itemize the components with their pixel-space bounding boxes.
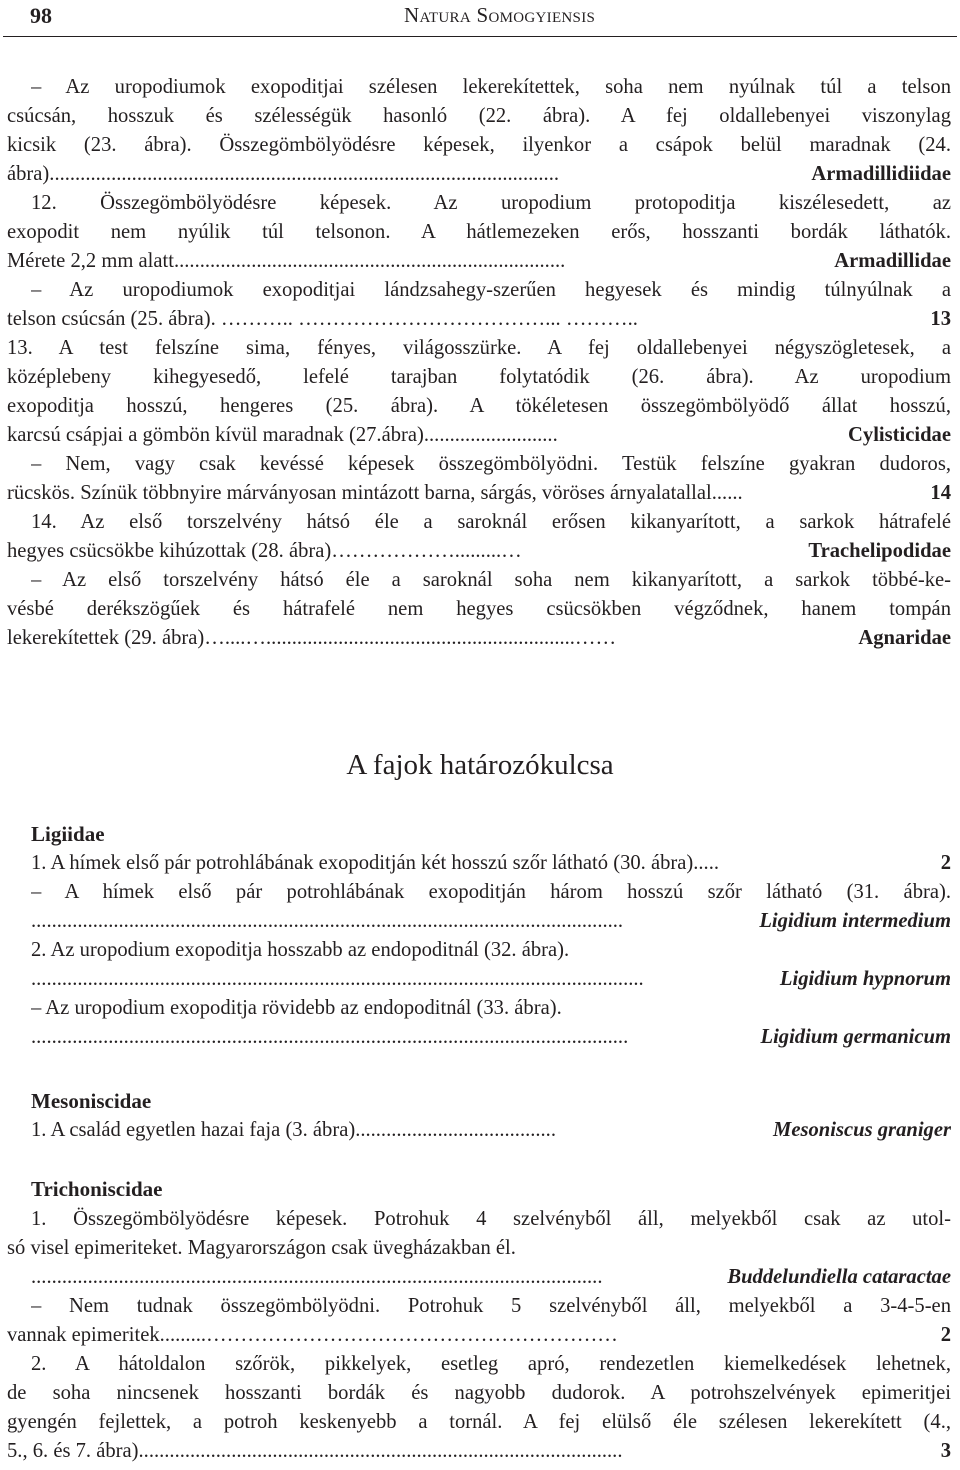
key-line: de soha nincsenek hosszanti bordák és nagyobb dudorok. A potrohszelvények epimeritjei — [7, 1382, 951, 1404]
family-heading-ligiidae: Ligiidae — [31, 822, 105, 846]
key-line: vésbé derékszögűek és hátrafelé nem hegyes csücsökben végződnek, hanem tompán — [7, 598, 951, 620]
key-line — [31, 1116, 951, 1145]
key-line — [31, 849, 951, 878]
taxon-name: Agnaridae — [858, 624, 951, 653]
key-line — [31, 1023, 951, 1052]
key-line — [7, 479, 951, 508]
dot-leader: ....................................................................................................................... — [31, 968, 644, 990]
page-number: 98 — [30, 3, 52, 28]
taxon-name: Armadillidiidae — [811, 160, 951, 189]
lead-number: 3 — [941, 1437, 951, 1466]
key-line: 12. Összegömbölyödésre képesek. Az uropodium protopoditja kiszélesedett, az — [31, 192, 951, 214]
lead-number: 2 — [941, 849, 951, 878]
dot-leader: 1. A család egyetlen hazai faja (3. ábra)....................................... — [31, 1119, 556, 1141]
key-line — [31, 907, 951, 936]
key-line: – Az első torszelvény hátsó éle a saroknál soha nem kikanyarított, a sarkok többé-ke- — [31, 569, 951, 591]
dot-leader: lekerekítettek (29. ábra)…....…............................................................…… — [7, 627, 617, 649]
lead-number: 2 — [941, 1321, 951, 1350]
key-line — [7, 624, 951, 653]
dot-leader: 5., 6. és 7. ábra).............................................................................................. — [7, 1440, 623, 1462]
key-line: 1. Összegömbölyödésre képesek. Potrohuk 4 szelvényből áll, melyekből csak az utol- — [31, 1208, 951, 1230]
key-line — [7, 305, 951, 334]
taxon-name: Cylisticidae — [848, 421, 951, 450]
family-heading-mesoniscidae: Mesoniscidae — [31, 1089, 152, 1113]
dot-leader: vannak epimeritek.........…………………………………………………… — [7, 1324, 618, 1346]
key-line: exopodit nem nyúlik túl telsonon. A hátlemezeken erős, hosszanti bordák láthatók. — [7, 221, 951, 243]
key-line: – A hímek első pár potrohlábának exopoditján három hosszú szőr látható (31. ábra). — [31, 881, 951, 903]
key-line: só visel epimeriteket. Magyarországon csak üvegházakban él. — [7, 1237, 516, 1259]
family-heading-trichoniscidae: Trichoniscidae — [31, 1177, 163, 1201]
dot-leader: ................................................................................................................... — [31, 910, 624, 932]
dot-leader: 1. A hímek első pár potrohlábának exopoditján két hosszú szőr látható (30. ábra)..... — [31, 852, 719, 874]
key-line: 2. Az uropodium exopoditja hosszabb az endopoditnál (32. ábra). — [31, 939, 570, 961]
key-line: – Nem tudnak összegömbölyödni. Potrohuk 5 szelvényből áll, melyekből a 3-4-5-en — [31, 1295, 951, 1317]
dot-leader: ábra)................................................................................................... — [7, 163, 559, 185]
key-line — [7, 160, 951, 189]
key-line: exopoditja hosszú, hengeres (25. ábra). A tökéletesen összegömbölyödő állat hosszú, — [7, 395, 951, 417]
lead-number: 13 — [930, 305, 951, 334]
key-line: 13. A test felszíne sima, fényes, világosszürke. A fej oldallebenyei négyszögletesek, a — [7, 337, 951, 359]
species-name: Ligidium hypnorum — [780, 965, 951, 994]
key-line — [7, 537, 951, 566]
lead-number: 14 — [930, 479, 951, 508]
key-line — [7, 247, 951, 276]
key-line: középlebeny kihegyesedő, lefelé tarajban folytatódik (26. ábra). Az uropodium — [7, 366, 951, 388]
dot-leader: telson csúcsán (25. ábra). ……….. ………………………………... ……….. — [7, 308, 638, 330]
key-line — [7, 421, 951, 450]
key-line: – Az uropodium exopoditja rövidebb az endopoditnál (33. ábra). — [31, 997, 562, 1019]
page-header — [0, 0, 960, 36]
taxon-name: Armadillidae — [834, 247, 951, 276]
key-line: csúcsán, hosszuk és szélességük hasonló (22. ábra). A fej oldallebenyei viszonylag — [7, 105, 951, 127]
dot-leader: hegyes csücsökbe kihúzottak (28. ábra)……………….........… — [7, 540, 522, 562]
key-line — [7, 1321, 951, 1350]
key-line — [7, 1437, 951, 1466]
dot-leader: .................................................................................................................... — [31, 1026, 629, 1048]
key-line — [31, 1263, 951, 1292]
species-name: Mesoniscus graniger — [773, 1116, 951, 1145]
dot-leader: karcsú csápjai a gömbön kívül maradnak (27.ábra).......................... — [7, 424, 558, 446]
key-line: kicsik (23. ábra). Összegömbölyödésre képesek, ilyenkor a csápok belül maradnak (24. — [7, 134, 951, 156]
dot-leader: Mérete 2,2 mm alatt............................................................................ — [7, 250, 566, 272]
key-line: – Nem, vagy csak kevéssé képesek összegömbölyödni. Testük felszíne gyakran dudoros, — [31, 453, 951, 475]
section-title: A fajok határozókulcsa — [346, 749, 614, 781]
dot-leader: rücskös. Színük többnyire márványosan mintázott barna, sárgás, vöröses árnyalatallal...... — [7, 482, 743, 504]
key-line: 14. Az első torszelvény hátsó éle a saroknál erősen kikanyarított, a sarkok hátrafelé — [31, 511, 951, 533]
key-line: gyengén fejlettek, a potroh keskenyebb a tornál. A fej elülső éle szélesen lekerekített (4., — [7, 1411, 951, 1433]
header-rule — [3, 36, 957, 37]
key-line — [31, 965, 951, 994]
species-name: Ligidium germanicum — [760, 1023, 951, 1052]
taxon-name: Trachelipodidae — [808, 537, 951, 566]
dot-leader: ............................................................................................................... — [31, 1266, 603, 1288]
species-name: Buddelundiella cataractae — [727, 1263, 951, 1292]
key-line: 2. A hátoldalon szőrök, pikkelyek, esetleg apró, rendezetlen kiemelkedések lehetnek, — [31, 1353, 951, 1375]
journal-title: Natura Somogyiensis — [404, 3, 596, 27]
key-line: – Az uropodiumok exopoditjai lándzsahegy-szerűen hegyesek és mindig túlnyúlnak a — [31, 279, 951, 301]
species-name: Ligidium intermedium — [759, 907, 951, 936]
key-line: – Az uropodiumok exopoditjai szélesen lekerekítettek, soha nem nyúlnak túl a telson — [31, 76, 951, 98]
